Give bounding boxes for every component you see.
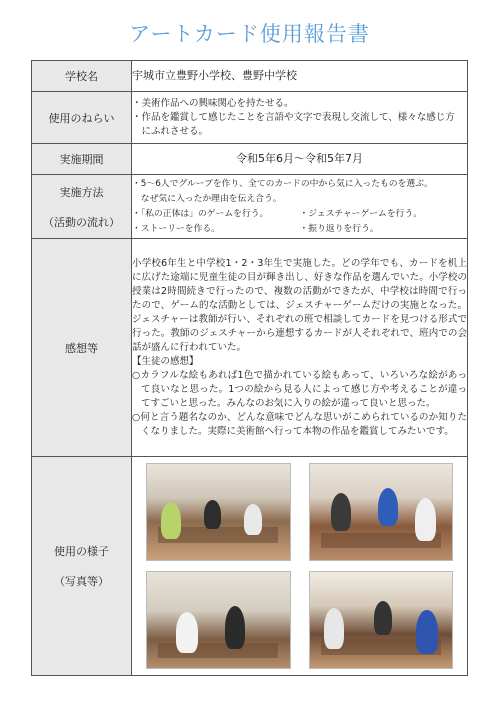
- photos-label-cell: [32, 457, 132, 676]
- method-value: [132, 175, 468, 239]
- photos-value: [132, 457, 468, 676]
- aim-label: 使用のねらい: [32, 92, 132, 144]
- impressions-paragraph: 小学校6年生と中学校1・2・3年生で実施した。どの学年でも、カードを机上に広げた途端に児童生徒の目が輝き出し、好きな作品を選んでいた。小学校の授業は2時間続きで行ったので、複数の活動ができたが、中学校は時間で行ったので、ゲーム的な活動としては、ジェスチャーゲームだけの実施となった。ジェスチャーは教師が行い、それぞれの班で相談してカードを見つける形式で行った。教師のジェスチャーから連想するカードが人それぞれで、班内での会話が盛んに行われていた。: [132, 257, 467, 353]
- method-row-3: [132, 207, 467, 222]
- method-label: 実施方法: [59, 185, 104, 199]
- method-item-story: ・ストーリーを作る。: [132, 223, 220, 234]
- method-row: [32, 175, 468, 239]
- period-row: [32, 144, 468, 175]
- method-item-review: ・振り返りを行う。: [299, 223, 379, 234]
- page-title: アートカード使用報告書: [129, 22, 370, 46]
- aim-line-1: ・美術作品への興味関心を持たせる。: [132, 97, 294, 109]
- period-value: 令和5年6月～令和5年7月: [132, 144, 468, 175]
- method-item-game: ・「私の正体は」のゲームを行う。: [132, 208, 269, 219]
- method-line-2: なぜ気に入ったか理由を伝え合う。: [132, 193, 282, 204]
- classroom-photo-1: [146, 463, 291, 561]
- impressions-row: [32, 239, 468, 457]
- aim-row: [32, 92, 468, 144]
- school-row: [32, 61, 468, 92]
- method-label-cell: [32, 175, 132, 239]
- method-row-4: [132, 222, 467, 237]
- school-label: 学校名: [32, 61, 132, 92]
- photo-grid: [132, 457, 467, 675]
- aim-line-3: にふれさせる。: [132, 125, 209, 137]
- classroom-photo-2: [309, 463, 454, 561]
- period-label: 実施期間: [32, 144, 132, 175]
- method-line-1: ・5～6人でグループを作り、全てのカードの中から気に入ったものを選ぶ。: [132, 178, 433, 189]
- impressions-heading: 【生徒の感想】: [132, 355, 199, 367]
- aim-line-2: ・作品を鑑賞して感じたことを言語や文字で表現し交流して、様々な感じ方: [132, 111, 455, 123]
- photos-row: [32, 457, 468, 676]
- photos-label: 使用の様子: [54, 545, 109, 558]
- impressions-value: [132, 239, 468, 457]
- photos-sublabel: （写真等）: [54, 575, 109, 588]
- impressions-comment-2: ○何と言う題名なのか、どんな意味でどんな思いがこめられているのか知りたくなりました。実際に美術館へ行って本物の作品を鑑賞してみたいです。: [132, 411, 467, 437]
- school-value: 宇城市立豊野小学校、豊野中学校: [132, 61, 468, 92]
- method-item-gesture: ・ジェスチャーゲームを行う。: [299, 208, 423, 219]
- aim-value: [132, 92, 468, 144]
- classroom-photo-3: [146, 571, 291, 669]
- method-sublabel: （活動の流れ）: [43, 215, 120, 229]
- classroom-photo-4: [309, 571, 454, 669]
- impressions-label: 感想等: [32, 239, 132, 457]
- impressions-comment-1: ○カラフルな絵もあれば1色で描かれている絵もあって、いろいろな絵があって良いなと思った。1つの絵から見る人によって感じ方や考えることが違ってすごいと思った。みんなのお気に入りの絵が違って良いと思った。: [132, 369, 467, 409]
- report-table: [31, 60, 468, 676]
